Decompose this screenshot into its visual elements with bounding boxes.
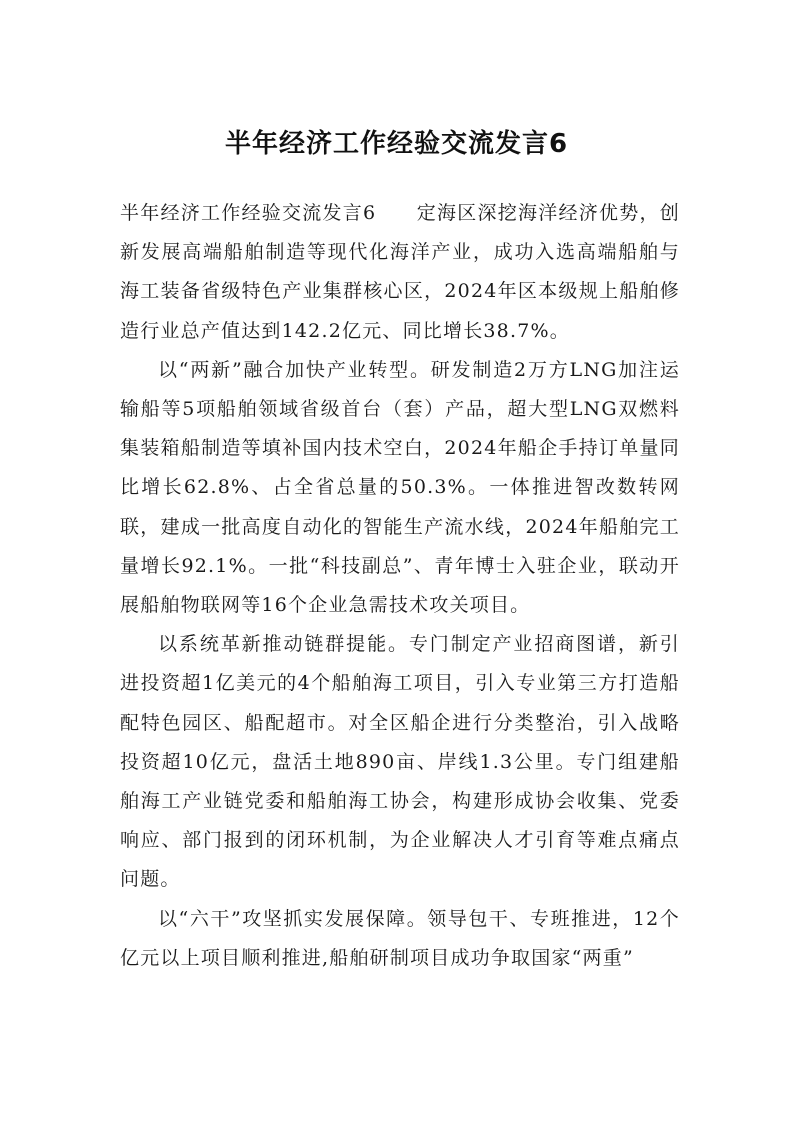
document-title: 半年经济工作经验交流发言6 — [224, 129, 569, 159]
paragraph-development-guarantee: 以“六干”攻坚抓实发展保障。领导包干、专班推进，12个亿元以上项目顺利推进,船舶研制项目成功争取国家“两重” — [120, 907, 680, 969]
paragraph-industry-chain: 以系统革新推动链群提能。专门制定产业招商图谱，新引进投资超1亿美元的4个船舶海工项目，引入专业第三方打造船配特色园区、船配超市。对全区船企进行分类整治，引入战略投资超10亿元，盘活土地890亩、岸线1.3公里。专门组建船舶海工产业链党委和船舶海工协会，构建形成协会收集、党委响应、部门报到的闭环机制，为企业解决人才引育等难点痛点问题。 — [120, 633, 680, 891]
paragraph-transformation: 以“两新”融合加快产业转型。研发制造2万方LNG加注运输船等5项船舶领域省级首台（套）产品，超大型LNG双燃料集装箱船制造等填补国内技术空白，2024年船企手持订单量同比增长62.8%、占全省总量的50.3%。一体推进智改数转网联，建成一批高度自动化的智能生产流水线，2024年船舶完工量增长92.1%。一批“科技副总”、青年博士入驻企业，联动开展船舶物联网等16个企业急需技术攻关项目。 — [120, 358, 680, 617]
document-body — [120, 194, 680, 978]
paragraph-intro: 半年经济工作经验交流发言6 定海区深挖海洋经济优势，创新发展高端船舶制造等现代化海洋产业，成功入选高端船舶与海工装备省级特色产业集群核心区，2024年区本级规上船舶修造行业总产值达到142.2亿元、同比增长38.7%。 — [120, 202, 680, 342]
